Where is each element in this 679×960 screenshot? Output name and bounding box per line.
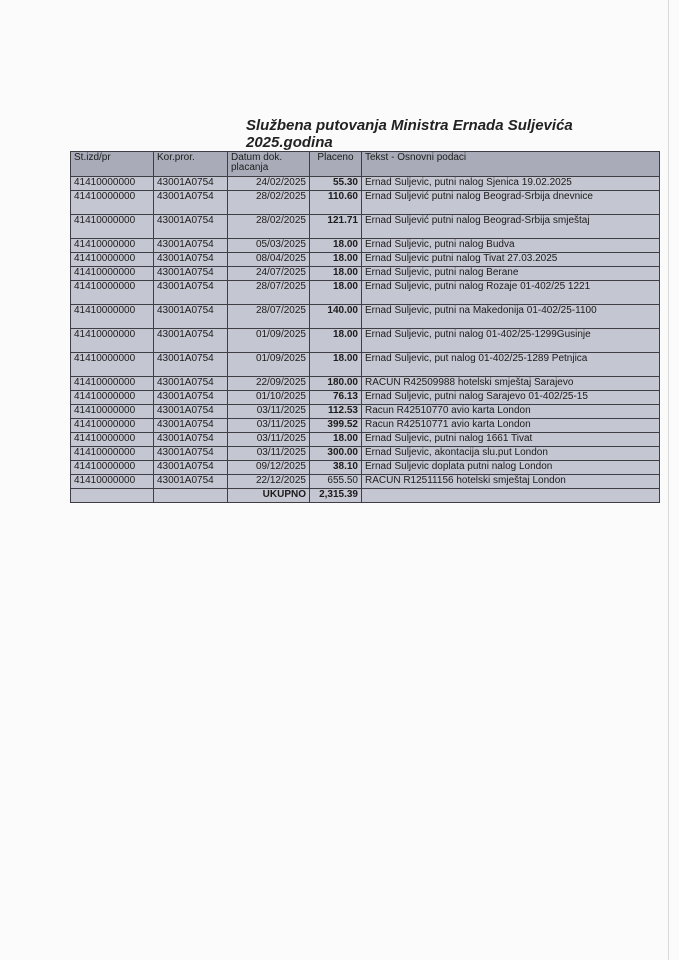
table-row bbox=[71, 353, 660, 377]
total-empty-cell bbox=[362, 489, 660, 503]
cell-amount: 110.60 bbox=[310, 191, 362, 215]
cell-kor: 43001A0754 bbox=[154, 405, 228, 419]
cell-kor: 43001A0754 bbox=[154, 267, 228, 281]
table-row bbox=[71, 447, 660, 461]
table-body bbox=[71, 177, 660, 489]
cell-amount: 18.00 bbox=[310, 253, 362, 267]
cell-date: 01/10/2025 bbox=[228, 391, 310, 405]
cell-kor: 43001A0754 bbox=[154, 461, 228, 475]
cell-date: 24/02/2025 bbox=[228, 177, 310, 191]
table-row bbox=[71, 191, 660, 215]
table-row bbox=[71, 253, 660, 267]
cell-kor: 43001A0754 bbox=[154, 391, 228, 405]
cell-amount: 180.00 bbox=[310, 377, 362, 391]
cell-amount: 18.00 bbox=[310, 329, 362, 353]
total-empty-cell bbox=[71, 489, 154, 503]
cell-date: 28/02/2025 bbox=[228, 215, 310, 239]
cell-code: 41410000000 bbox=[71, 353, 154, 377]
cell-amount: 38.10 bbox=[310, 461, 362, 475]
cell-amount: 18.00 bbox=[310, 267, 362, 281]
cell-amount: 18.00 bbox=[310, 239, 362, 253]
cell-date: 22/12/2025 bbox=[228, 475, 310, 489]
cell-amount: 121.71 bbox=[310, 215, 362, 239]
table-row bbox=[71, 329, 660, 353]
cell-kor: 43001A0754 bbox=[154, 253, 228, 267]
table-row bbox=[71, 377, 660, 391]
cell-code: 41410000000 bbox=[71, 267, 154, 281]
cell-date: 09/12/2025 bbox=[228, 461, 310, 475]
cell-code: 41410000000 bbox=[71, 253, 154, 267]
table-row bbox=[71, 177, 660, 191]
cell-code: 41410000000 bbox=[71, 447, 154, 461]
cell-date: 28/02/2025 bbox=[228, 191, 310, 215]
cell-text: Ernad Suljevic, putni na Makedonija 01-402/25-1100 bbox=[362, 305, 660, 329]
cell-amount: 300.00 bbox=[310, 447, 362, 461]
cell-kor: 43001A0754 bbox=[154, 239, 228, 253]
cell-text: Ernad Suljevic putni nalog Tivat 27.03.2025 bbox=[362, 253, 660, 267]
header-kor: Kor.pror. bbox=[154, 152, 228, 177]
cell-amount: 655.50 bbox=[310, 475, 362, 489]
cell-text: Ernad Suljevic, putni nalog 1661 Tivat bbox=[362, 433, 660, 447]
cell-date: 03/11/2025 bbox=[228, 433, 310, 447]
total-value: 2,315.39 bbox=[310, 489, 362, 503]
cell-amount: 55.30 bbox=[310, 177, 362, 191]
cell-kor: 43001A0754 bbox=[154, 191, 228, 215]
cell-text: Ernad Suljevic, akontacija slu.put London bbox=[362, 447, 660, 461]
cell-amount: 76.13 bbox=[310, 391, 362, 405]
cell-text: Racun R42510770 avio karta London bbox=[362, 405, 660, 419]
cell-kor: 43001A0754 bbox=[154, 433, 228, 447]
cell-kor: 43001A0754 bbox=[154, 215, 228, 239]
cell-amount: 112.53 bbox=[310, 405, 362, 419]
cell-date: 03/11/2025 bbox=[228, 405, 310, 419]
cell-code: 41410000000 bbox=[71, 329, 154, 353]
cell-text: RACUN R42509988 hotelski smještaj Sarajevo bbox=[362, 377, 660, 391]
table-row bbox=[71, 391, 660, 405]
cell-amount: 18.00 bbox=[310, 433, 362, 447]
table-row bbox=[71, 405, 660, 419]
cell-kor: 43001A0754 bbox=[154, 475, 228, 489]
cell-date: 03/11/2025 bbox=[228, 419, 310, 433]
cell-amount: 18.00 bbox=[310, 281, 362, 305]
table-row bbox=[71, 461, 660, 475]
cell-code: 41410000000 bbox=[71, 475, 154, 489]
total-row bbox=[71, 489, 660, 503]
cell-text: Ernad Suljevic, putni nalog Sarajevo 01-402/25-15 bbox=[362, 391, 660, 405]
cell-text: Ernad Suljevic, putni nalog Berane bbox=[362, 267, 660, 281]
cell-text: Ernad Suljević putni nalog Beograd-Srbija smještaj bbox=[362, 215, 660, 239]
cell-text: RACUN R12511156 hotelski smještaj London bbox=[362, 475, 660, 489]
header-amount: Placeno bbox=[310, 152, 362, 177]
cell-kor: 43001A0754 bbox=[154, 447, 228, 461]
document-title: Službena putovanja Ministra Ernada Suljevića 2025.godina bbox=[246, 117, 573, 151]
cell-text: Ernad Suljevic, put nalog 01-402/25-1289 Petnjica bbox=[362, 353, 660, 377]
cell-amount: 399.52 bbox=[310, 419, 362, 433]
cell-text: Racun R42510771 avio karta London bbox=[362, 419, 660, 433]
cell-text: Ernad Suljevic doplata putni nalog London bbox=[362, 461, 660, 475]
cell-amount: 18.00 bbox=[310, 353, 362, 377]
cell-kor: 43001A0754 bbox=[154, 419, 228, 433]
cell-date: 01/09/2025 bbox=[228, 329, 310, 353]
cell-date: 03/11/2025 bbox=[228, 447, 310, 461]
header-code: St.izd/pr bbox=[71, 152, 154, 177]
cell-amount: 140.00 bbox=[310, 305, 362, 329]
header-text: Tekst - Osnovni podaci bbox=[362, 152, 660, 177]
cell-code: 41410000000 bbox=[71, 177, 154, 191]
cell-text: Ernad Suljevic, putni nalog 01-402/25-1299Gusinje bbox=[362, 329, 660, 353]
cell-text: Ernad Suljevic, putni nalog Rozaje 01-402/25 1221 bbox=[362, 281, 660, 305]
cell-code: 41410000000 bbox=[71, 191, 154, 215]
table-row bbox=[71, 281, 660, 305]
cell-code: 41410000000 bbox=[71, 281, 154, 305]
cell-date: 24/07/2025 bbox=[228, 267, 310, 281]
total-empty-cell bbox=[154, 489, 228, 503]
cell-date: 08/04/2025 bbox=[228, 253, 310, 267]
cell-date: 28/07/2025 bbox=[228, 281, 310, 305]
cell-date: 05/03/2025 bbox=[228, 239, 310, 253]
page-edge-line bbox=[668, 0, 669, 960]
cell-code: 41410000000 bbox=[71, 419, 154, 433]
table-row bbox=[71, 267, 660, 281]
table-row bbox=[71, 433, 660, 447]
cell-kor: 43001A0754 bbox=[154, 305, 228, 329]
cell-text: Ernad Suljevic, putni nalog Sjenica 19.02.2025 bbox=[362, 177, 660, 191]
table-row bbox=[71, 239, 660, 253]
cell-code: 41410000000 bbox=[71, 239, 154, 253]
payments-table bbox=[70, 151, 660, 503]
table-row bbox=[71, 475, 660, 489]
cell-kor: 43001A0754 bbox=[154, 377, 228, 391]
table-row bbox=[71, 215, 660, 239]
cell-kor: 43001A0754 bbox=[154, 353, 228, 377]
cell-kor: 43001A0754 bbox=[154, 329, 228, 353]
table-header-row bbox=[71, 152, 660, 177]
cell-text: Ernad Suljevic, putni nalog Budva bbox=[362, 239, 660, 253]
table-row bbox=[71, 419, 660, 433]
header-date: Datum dok. placanja bbox=[228, 152, 310, 177]
cell-code: 41410000000 bbox=[71, 391, 154, 405]
cell-date: 01/09/2025 bbox=[228, 353, 310, 377]
cell-code: 41410000000 bbox=[71, 215, 154, 239]
total-label: UKUPNO bbox=[228, 489, 310, 503]
cell-code: 41410000000 bbox=[71, 461, 154, 475]
cell-code: 41410000000 bbox=[71, 433, 154, 447]
cell-text: Ernad Suljević putni nalog Beograd-Srbija dnevnice bbox=[362, 191, 660, 215]
cell-date: 22/09/2025 bbox=[228, 377, 310, 391]
cell-code: 41410000000 bbox=[71, 377, 154, 391]
cell-kor: 43001A0754 bbox=[154, 177, 228, 191]
table-row bbox=[71, 305, 660, 329]
cell-kor: 43001A0754 bbox=[154, 281, 228, 305]
cell-code: 41410000000 bbox=[71, 405, 154, 419]
cell-code: 41410000000 bbox=[71, 305, 154, 329]
cell-date: 28/07/2025 bbox=[228, 305, 310, 329]
